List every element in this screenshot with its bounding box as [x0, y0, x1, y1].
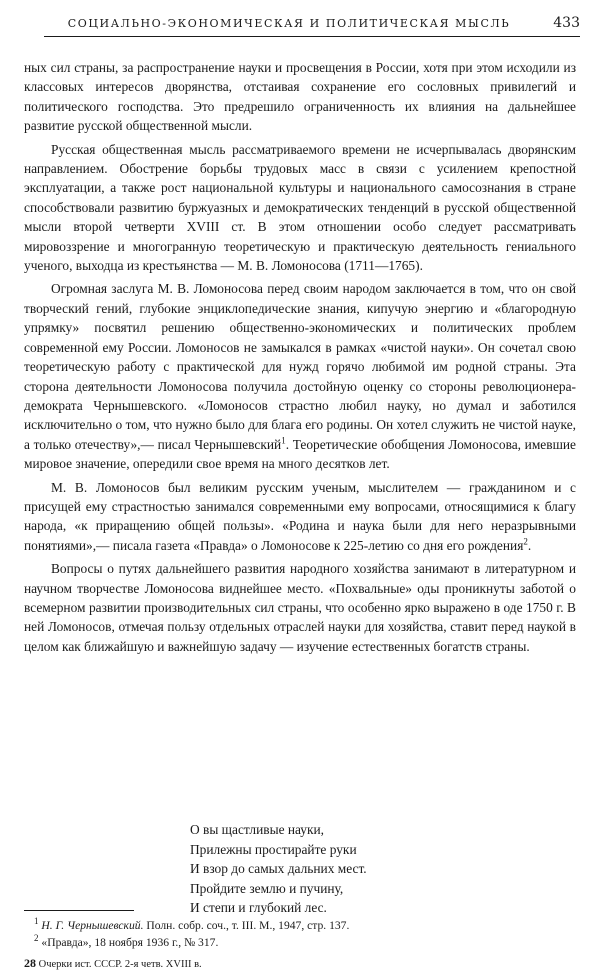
- paragraph-4-text-b: .: [527, 537, 532, 553]
- footnote-1: [34, 917, 574, 934]
- footnote-mark: 1: [34, 916, 39, 927]
- paragraph-2: Русская общественная мысль рассматриваемого времени не исчерпывалась дворянским направлением. Обострение борьбы трудовых масс в связи с усилением крепостной эксплуатации, а также рост национальной культуры и национального самосознания в стране способствовали развитию буржуазных и демократических тенденций в русской общественной мысли второй четверти XVIII ст. В этом отношении особо следует рассматривать мировоззрение и многогранную теоретическую и практическую деятельность гениального ученого, выходца из крестьянства — М. В. Ломоносова (1711—1765).: [24, 141, 576, 274]
- poem-line: И взор до самых дальних мест.: [190, 861, 367, 876]
- footnote-mark: 2: [34, 933, 39, 944]
- paragraph-3-text-a: Огромная заслуга М. В. Ломоносова перед своим народом заключается в том, что он свой творческий гений, глубокие энциклопедические знания, кипучую энергию и «благородную упрямку» посвятил решению общественно-экономических и политических проблем современной ему России. Ломоносов не замыкался в рамках «чистой науки». Он сочетал свою теоретическую работу с практической для нужд горячо любимой им родной страны. Эта сторона деятельности Ломоносова получила достойную оценку со стороны революционера-демократа Чернышевского. «Ломоносов страстно любил науку, но думал и заботился исключительно о том, что нужно было для блага его родины. Он хотел служить не чистой науке, а только отечеству»,— писал Чернышевский: [24, 281, 576, 452]
- signature-number: 28: [24, 956, 36, 970]
- page-number: 433: [553, 15, 580, 31]
- footnote-ref-1[interactable]: 1: [281, 435, 286, 446]
- paragraph-3: [24, 279, 576, 473]
- running-title: СОЦИАЛЬНО-ЭКОНОМИЧЕСКАЯ И ПОЛИТИЧЕСКАЯ МЫСЛЬ: [67, 17, 511, 30]
- footnote-author: Н. Г. Чернышевский.: [41, 919, 144, 932]
- footnote-text: «Правда», 18 ноября 1936 г., № 317.: [41, 936, 219, 949]
- paragraph-4-text-a: М. В. Ломоносов был великим русским ученым, мыслителем — гражданином и с присущей ему страстностью занимался современными ему вопросами, относящимися к благу народа, «к приращению общей пользы». «Родина и наука были для него неразрывными понятиями»,— писала газета «Правда» о Ломоносове к 225-летию со дня его рождения: [24, 479, 576, 553]
- footnote-2: [34, 934, 574, 951]
- printer-signature: [24, 956, 202, 971]
- footnotes: [34, 917, 574, 951]
- footnote-text: Полн. собр. соч., т. III. М., 1947, стр. 137.: [146, 919, 350, 932]
- footnote-ref-2[interactable]: 2: [523, 536, 528, 547]
- signature-text: Очерки ист. СССР. 2-я четв. XVIII в.: [38, 959, 202, 970]
- page-header: [44, 14, 580, 36]
- paragraph-5: Вопросы о путях дальнейшего развития народного хозяйства занимают в литературном и научном творчестве Ломоносова виднейшее место. «Похвальные» оды проникнуты заботой о всемерном развитии производительных сил страны, что особенно ярко выражено в оде 1750 г. В ней Ломоносов, отмечая пользу отдельных отраслей науки для хозяйства, ставит перед наукой в целом как ближайшую и важнейшую задачу — изучение естественных богатств страны.: [24, 561, 576, 654]
- poem-line: И степи и глубокий лес.: [190, 900, 327, 915]
- poem-line: Пройдите землю и пучину,: [190, 880, 344, 896]
- main-text: [24, 58, 576, 660]
- header-rule: [44, 36, 580, 37]
- paragraph-3-text-b: . Теоретические обобщения Ломоносова, имевшие мировое значение, опередили свое время на много десятков лет.: [24, 436, 576, 472]
- poem-quote: [190, 820, 367, 918]
- footnote-rule: [24, 910, 134, 911]
- paragraph-1: ных сил страны, за распространение науки и просвещения в России, хотя при этом исходили из классовых интересов дворянства, отстаивая сохранение его сословных привилегий и политического господства. Это предрешило ограниченность их влияния на дальнейшее развитие русской общественной мысли.: [24, 60, 576, 134]
- poem-line: Прилежны простирайте руки: [190, 841, 357, 857]
- paragraph-4: [24, 478, 576, 556]
- poem-line: О вы щастливые науки,: [190, 822, 325, 837]
